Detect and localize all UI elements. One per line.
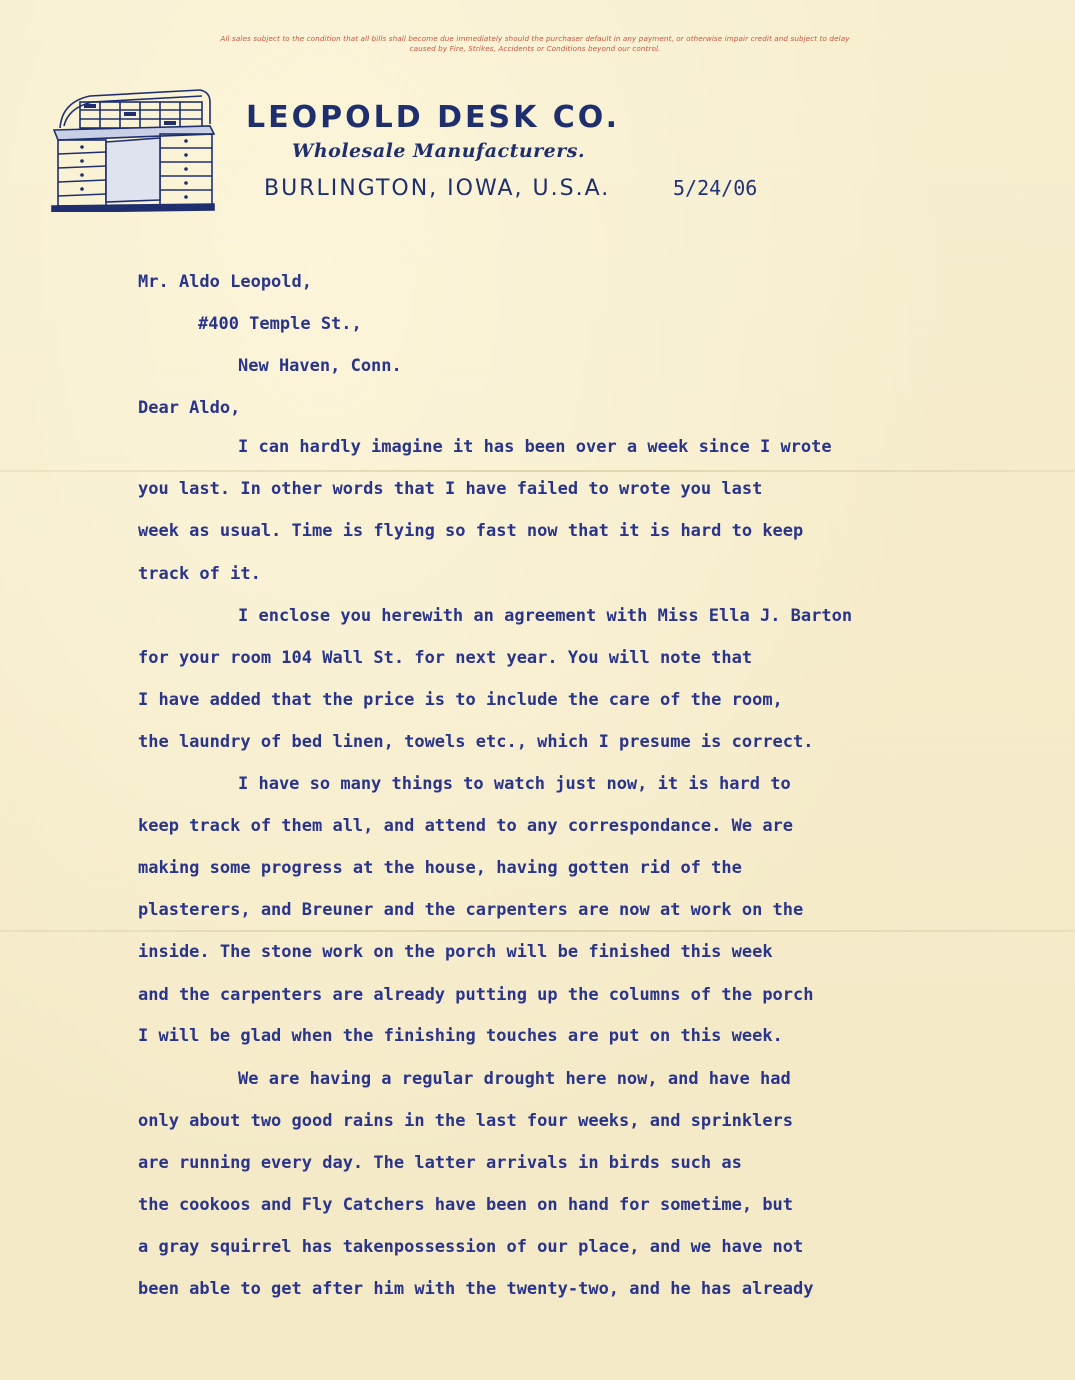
sales-disclaimer-line-2: caused by Fire, Strikes, Accidents or Conditions beyond our control. (409, 44, 661, 53)
body-line: been able to get after him with the twenty-two, and he has already (138, 1279, 814, 1299)
body-line: week as usual. Time is flying so fast now that it is hard to keep (138, 521, 804, 541)
company-location: BURLINGTON, IOWA, U.S.A. (264, 176, 611, 201)
company-tagline: Wholesale Manufacturers. (292, 140, 586, 162)
body-line: and the carpenters are already putting up the columns of the porch (138, 985, 814, 1005)
body-line: I will be glad when the finishing touches are put on this week. (138, 1026, 783, 1046)
sales-disclaimer-line-1: All sales subject to the condition that all bills shall become due immediately should the purchaser default in any payment, or otherwise impair credit and subject to delay (220, 34, 850, 43)
body-line: keep track of them all, and attend to any correspondance. We are (138, 816, 794, 836)
body-line: track of it. (138, 564, 261, 584)
roll-top-desk-icon (50, 88, 216, 212)
body-line: for your room 104 Wall St. for next year. You will note that (138, 648, 753, 668)
body-line: We are having a regular drought here now, and have had (238, 1069, 791, 1089)
body-line: I enclose you herewith an agreement with Miss Ella J. Barton (238, 606, 853, 626)
body-line: I have added that the price is to include the care of the room, (138, 690, 783, 710)
paper-fold (0, 470, 1075, 472)
body-line: I have so many things to watch just now, it is hard to (238, 774, 791, 794)
addressee-name: Mr. Aldo Leopold, (138, 272, 312, 292)
body-line: the cookoos and Fly Catchers have been on hand for sometime, but (138, 1195, 794, 1215)
company-name: LEOPOLD DESK CO. (246, 100, 621, 135)
body-line: plasterers, and Breuner and the carpenters are now at work on the (138, 900, 804, 920)
salutation: Dear Aldo, (138, 398, 241, 418)
body-line: the laundry of bed linen, towels etc., which I presume is correct. (138, 732, 814, 752)
letter-date: 5/24/06 (673, 176, 758, 200)
body-line: a gray squirrel has takenpossession of our place, and we have not (138, 1237, 804, 1257)
body-line: making some progress at the house, having gotten rid of the (138, 858, 742, 878)
body-line: you last. In other words that I have failed to wrote you last (138, 479, 763, 499)
addressee-city: New Haven, Conn. (238, 356, 402, 376)
paper-fold (0, 930, 1075, 932)
body-line: are running every day. The latter arrivals in birds such as (138, 1153, 742, 1173)
addressee-street: #400 Temple St., (198, 314, 362, 334)
body-line: only about two good rains in the last four weeks, and sprinklers (138, 1111, 794, 1131)
body-line: inside. The stone work on the porch will be finished this week (138, 942, 773, 962)
body-line: I can hardly imagine it has been over a week since I wrote (238, 437, 832, 457)
